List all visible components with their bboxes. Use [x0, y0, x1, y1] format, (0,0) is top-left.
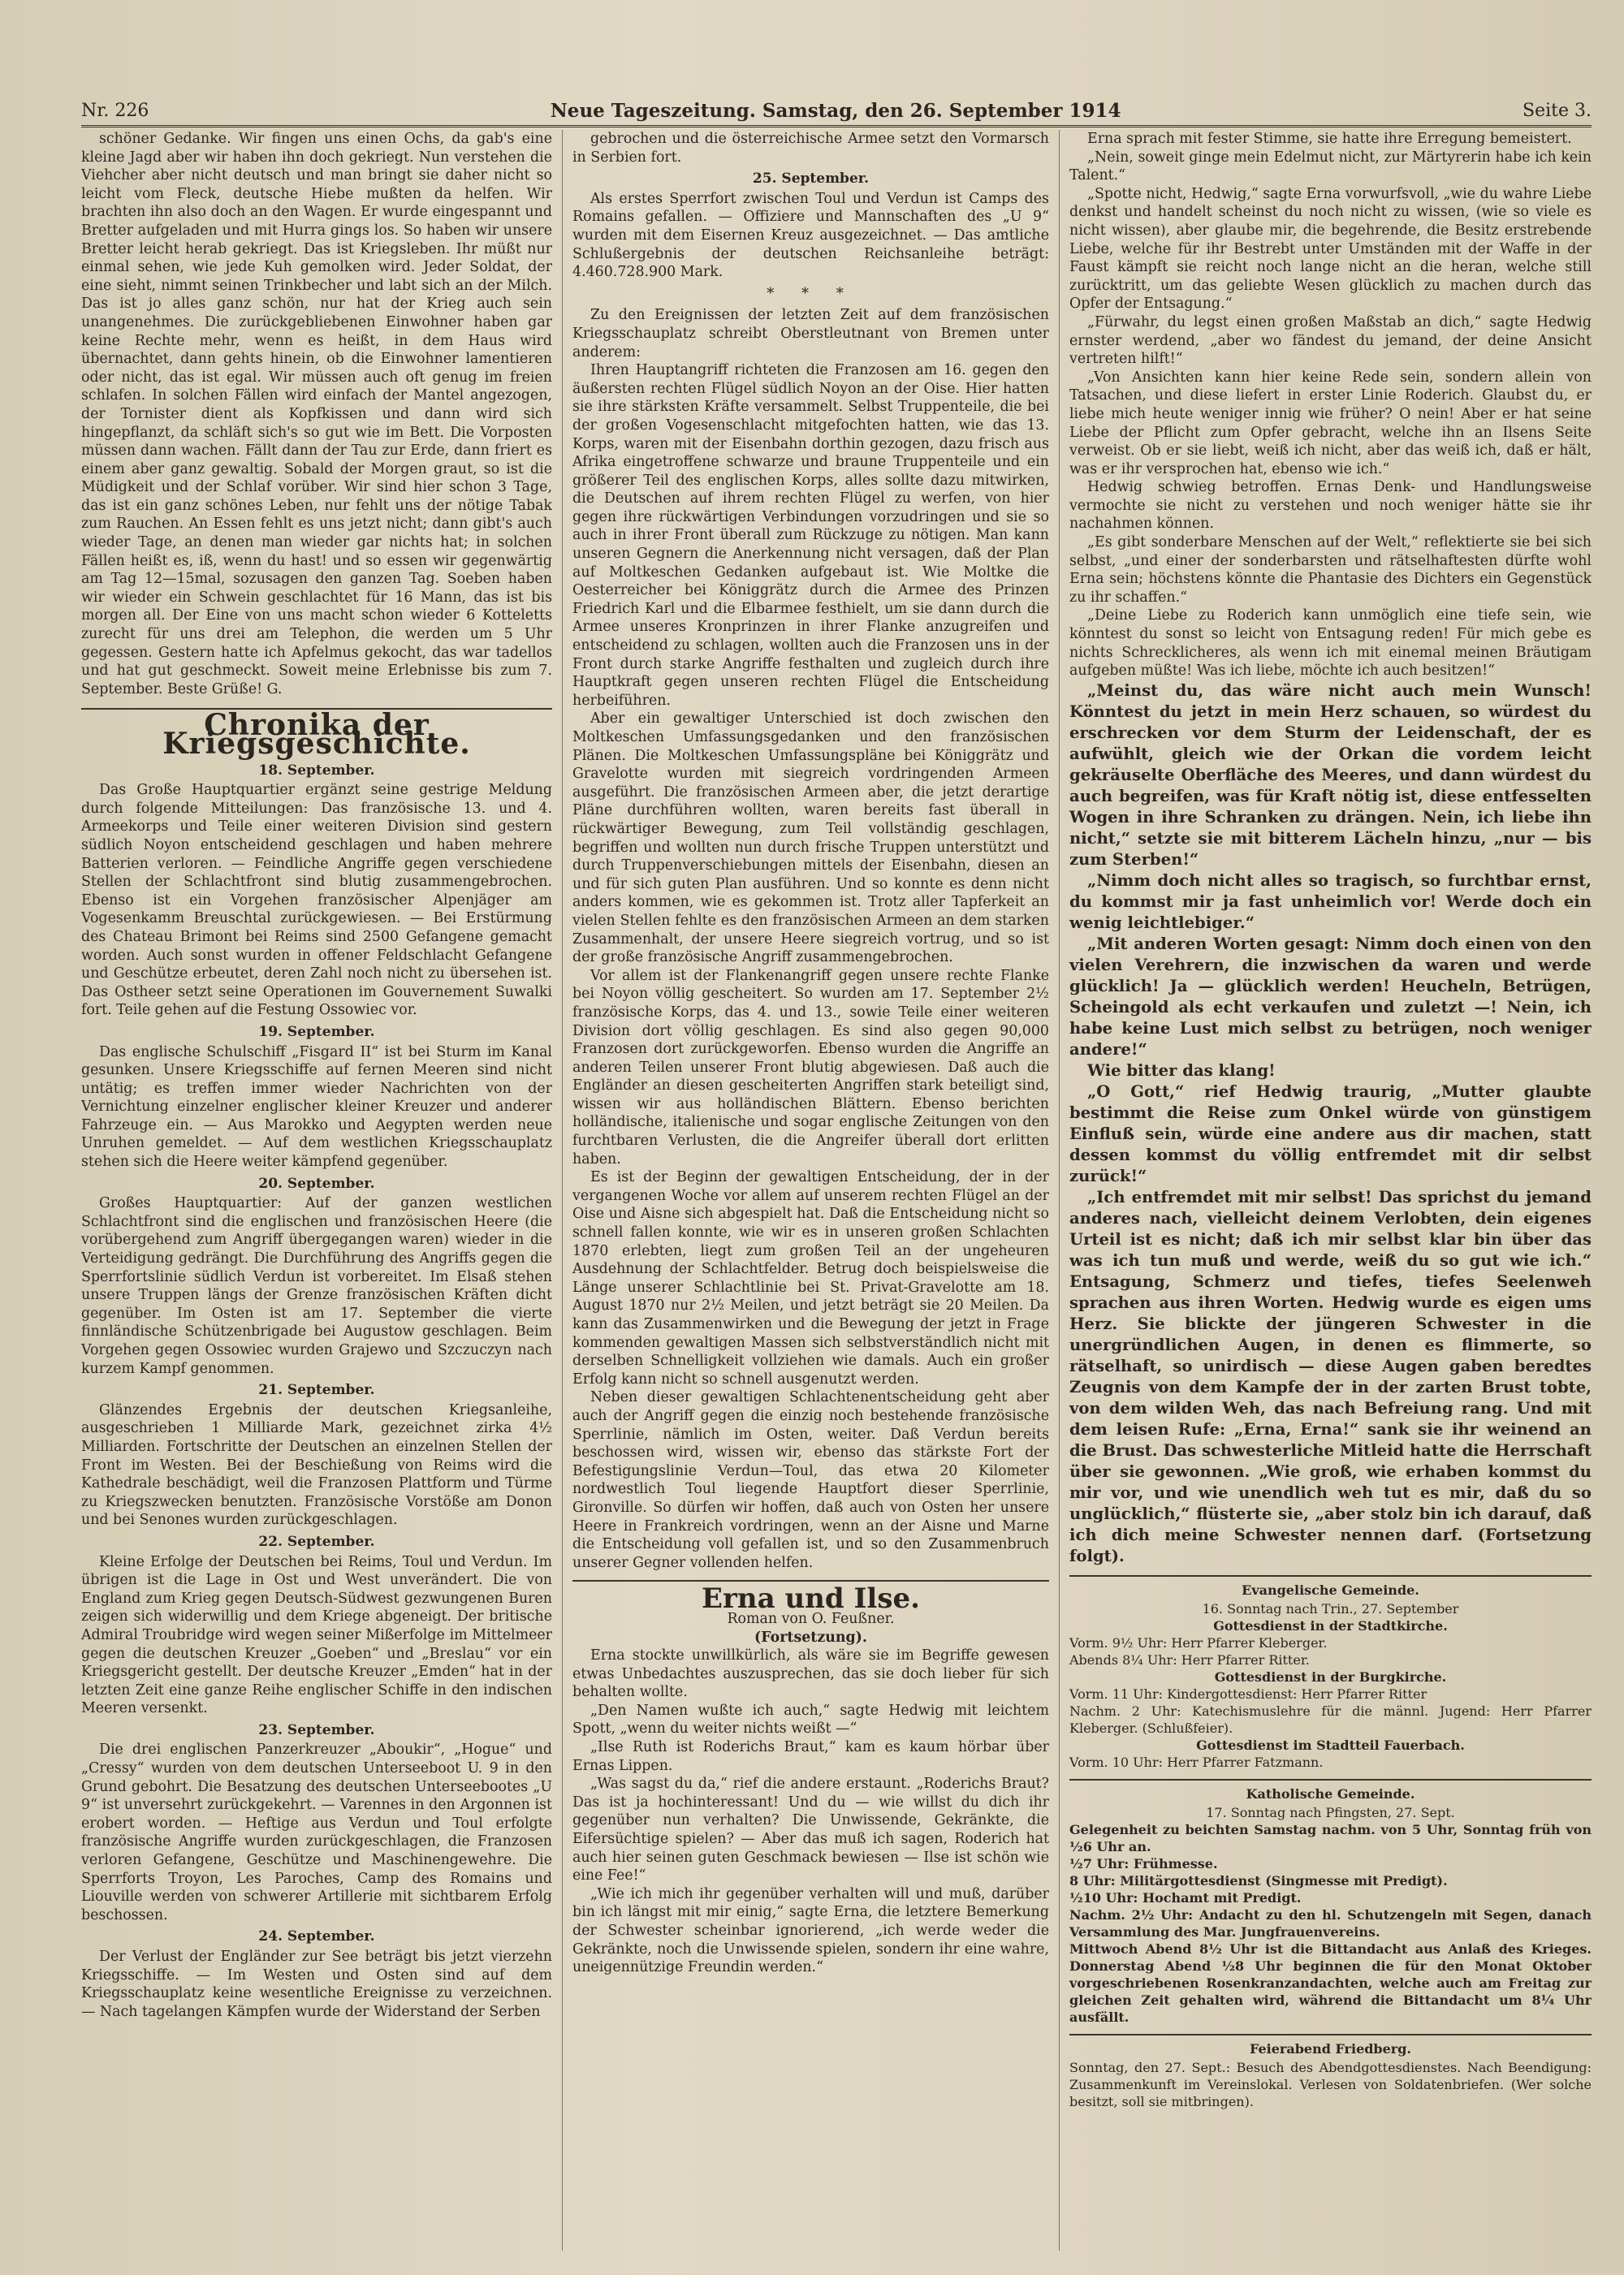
- notice-line: Nachm. 2 Uhr: Katechismuslehre für die männl. Jugend: Herr Pfarrer Kleberger. (Schlußfeier).: [1069, 1703, 1592, 1736]
- notice-title: Feierabend Friedberg.: [1069, 2034, 1592, 2057]
- novel-paragraph: Hedwig schwieg betroffen. Ernas Denk- und Handlungsweise vermochte sie nicht zu verstehen und noch weniger hätte sie ihr nachahmen können.: [1069, 479, 1592, 533]
- novel-paragraph: „Ilse Ruth ist Roderichs Braut,“ kam es kaum hörbar über Ernas Lippen.: [572, 1739, 1049, 1774]
- entry-date: 21. September.: [258, 1382, 375, 1399]
- article-paragraph: Zu den Ereignissen der letzten Zeit auf dem französischen Kriegsschauplatz schreibt Oberstleutnant von Bremen unter anderem:: [572, 307, 1049, 360]
- novel-continuation: (Fortsetzung).: [754, 1629, 867, 1646]
- entry-date: 25. September.: [752, 171, 870, 188]
- notice-line: Nachm. 2½ Uhr: Andacht zu den hl. Schutzengeln mit Segen, danach Versammlung des Mar. Jungfrauenvereins.: [1069, 1906, 1592, 1940]
- article-paragraph: Aber ein gewaltiger Unterschied ist doch zwischen den Moltkeschen Umfassungsgedanken und den französischen Plänen. Die Moltkeschen Umfassungspläne bei Königgrätz und Gravelotte wurden mit siegreich vordringenden Armeen ausgeführt. Die französischen Armeen aber, die jetzt derartige Pläne durchführen wollten, waren bereits fast überall in rückwärtiger Bewegung, zum Teil vollständig geschlagen, begriffen und wollten nun durch frische Truppen unterstützt und durch Truppenverschiebungen mittels der Eisenbahn, diesen an und für sich guten Plan ausführen. Und so konnte es denn nicht anders kommen, wie es gekommen ist. Trotz aller Tapferkeit an vielen Stellen fehlte es den französischen Armeen an dem starken Zusammenhalt, der unsere Heere siegreich vortrug, und so ist der große französische Angriff zusammengebrochen.: [572, 710, 1049, 966]
- novel-bold-section: [1069, 680, 1592, 1567]
- column-2: [562, 130, 1049, 2251]
- catholic-notice: [1069, 1779, 1592, 2026]
- column-3: [1059, 130, 1592, 2251]
- entry-date: 22. September.: [258, 1533, 375, 1550]
- novel-paragraph: „Nimm doch nicht alles so tragisch, so furchtbar ernst, du kommst mir ja fast unheimlich vor! Werde doch ein wenig leichtlebiger.“: [1069, 870, 1592, 932]
- novel-paragraph: „Fürwahr, du legst einen großen Maßstab an dich,“ sagte Hedwig ernster werdend, „aber wo fändest du jemand, der deine Ansicht vertreten hilft!“: [1069, 313, 1592, 368]
- novel-paragraph: „Nein, soweit ginge mein Edelmut nicht, zur Märtyrerin habe ich kein Talent.“: [1069, 149, 1592, 184]
- soldier-letter: schöner Gedanke. Wir fingen uns einen Ochs, da gab's eine kleine Jagd aber wir haben ihn doch gekriegt. Nun verstehen die Viehcher aber nicht deutsch und man bringt sie daher nicht so leicht vom Fleck, deutsche Hiebe mußten da helfen. Wir brachten ihn also doch an den Wagen. Er wurde eingespannt und Bretter aufgeladen und mit Hurra gings los. So haben wir unsere Bretter leicht herab gekriegt. Das ist Kriegsleben. Ihr müßt nur einmal sehen, wie jede Kuh gemolken wird. Jeder Soldat, der eine sieht, nimmt seinen Trinkbecher und labt sich an der Milch. Das ist jo alles ganz schön, nur hat der Krieg auch sein unangenehmes. Die zurückgebliebenen Einwohner haben gar keine Rechte mehr, wenn es heißt, in dem Haus wird übernachtet, dann gehts hinein, ob die Einwohner lamentieren oder nicht, das ist egal. Wir müssen auch oft genug im freien schlafen. In solchen Fällen wird einfach der Mantel angezogen, der Tornister dient als Kopfkissen und dann wird sich hingepflanzt, da schläft sich's so gut wie im Bett. Die Vorposten müssen dann wachen. Fällt dann der Tau zur Erde, dann friert es einem aber ganz gewaltig. Sobald der Morgen graut, so ist die Müdigkeit und der Schlaf vorüber. Wir sind hier schon 3 Tage, das ist ein ganz schönes Leben, nur fehlt uns der nötige Tabak zum Rauchen. An Essen fehlt es uns jetzt nicht; dann gibt's auch wieder Tage, an denen man wieder gar nichts hat; in solchen Fällen heißt es, iß, wenn du hast! und so essen wir gegenwärtig am Tag 12—15mal, sozusagen den ganzen Tag. Soeben haben wir wieder ein Schwein geschlachtet für 16 Mann, das ist bis morgen all. Der Eine von uns macht schon wieder 6 Kotteletts zurecht für uns drei am Telephon, die werden um 5 Uhr gegessen. Gestern hatte ich Apfelmus gekocht, das war tadellos und hat gut geschmeckt. Soweit meine Erlebnisse bis zum 7. September. Beste Grüße! G.: [81, 131, 552, 697]
- article-paragraph: Neben dieser gewaltigen Schlachtenentscheidung geht aber auch der Angriff gegen die einzig noch bestehende französische Sperrlinie, nämlich im Osten, weiter. Daß Verdun bereits beschossen wird, wissen wir, ebenso das stärkste Fort der Befestigungslinie Verdun—Toul, das etwa 20 Kilometer nordwestlich Toul liegende Hauptfort dieser Sperrlinie, Gironville. So dürfen wir hoffen, daß auch von Osten her unsere Heere in Frankreich vordringen, wenn an der Aisne und Marne die Entscheidung voll gefallen ist, und so den Zusammenbruch unserer Gegner vollenden helfen.: [572, 1389, 1049, 1571]
- novel-paragraph: „Ich entfremdet mit mir selbst! Das sprichst du jemand anderes nach, vielleicht deinem Verlobten, dein eigenes Urteil ist es nicht; daß ich mir selbst klar bin über das was ich tun muß und werde, weiß du so gut wie ich.“ Entsagung, Schmerz und tiefes, tiefes Seelenweh sprachen aus ihren Worten. Hedwig wurde es eigen ums Herz. Sie blickte der jüngeren Schwester in die unergründlichen Augen, in denen es flimmerte, so rätselhaft, so unirdisch — diese Augen gaben beredtes Zeugnis von dem Kampfe der in der zarten Brust tobte, von dem wilden Weh, das nach Befreiung rang. Und mit dem leisen Rufe: „Erna, Erna!“ sank sie ihr weinend an die Brust. Das schwesterliche Mitleid hatte die Herrschaft über sie gewonnen. „Wie groß, wie erhaben kommst du mir vor, und wie unendlich weh tut es mir, daß du so unglücklich,“ flüsterte sie, „aber stolz bin ich darauf, daß ich dich meine Schwester nennen darf. (Fortsetzung folgt).: [1069, 1187, 1592, 1565]
- newspaper-title-date: Neue Tageszeitung. Samstag, den 26. September 1914: [550, 99, 1121, 122]
- article-paragraph: Ihren Hauptangriff richteten die Franzosen am 16. gegen den äußersten rechten Flügel südlich Noyon an der Oise. Hier hatten sie ihre stärksten Kräfte versammelt. Selbst Truppenteile, die bei der großen Vogesenschlacht mitgefochten hatten, wie das 13. Korps, waren mit der Eisenbahn dorthin gezogen, dazu frisch aus Afrika eingetroffene schwarze und braune Truppenteile und ein größerer Teil des englischen Korps, alles sollte dazu mitwirken, die Deutschen auf ihrem rechten Flügel zu werfen, von hier gegen ihre rückwärtigen Verbindungen vorzudringen und sie so auch in ihrer Front überall zum Rückzuge zu nötigen. Man kann unseren Gegnern die Anerkennung nicht versagen, daß der Plan auf Moltkeschen Gedanken aufgebaut ist. Wie Moltke die Oesterreicher bei Königgrätz durch die Armee des Prinzen Friedrich Karl und die Elbarmee festhielt, um sie dann durch die Armee unseres Kronprinzen in ihrer Flanke anzugreifen und entscheidend zu schlagen, wollten auch die Franzosen uns in der Front durch starke Angriffe festhalten und zugleich durch ihre Hauptkraft gegen unseren rechten Flügel die Entscheidung herbeiführen.: [572, 362, 1049, 709]
- novel-paragraph: Erna sprach mit fester Stimme, sie hatte ihre Erregung bemeistert.: [1087, 131, 1572, 147]
- notice-line: Mittwoch Abend 8½ Uhr ist die Bittandacht aus Anlaß des Krieges. Donnerstag Abend ½8 Uhr beginnen die für den Monat Oktober vorgeschriebenen Rosenkranzandachten, welche auch am Freitag zur gleichen Zeit gehalten wird, während die Bittandacht um 8¼ Uhr ausfällt.: [1069, 1940, 1592, 2025]
- novel-paragraph: „Den Namen wußte ich auch,“ sagte Hedwig mit leichtem Spott, „wenn du weiter nichts weißt —“: [572, 1702, 1049, 1738]
- entry-text: Das Große Hauptquartier ergänzt seine gestrige Meldung durch folgende Mitteilungen: Das französische 13. und 4. Armeekorps und Teile einer weiteren Division sind gestern südlich Noyon entscheidend geschlagen und haben mehrere Batterien verloren. — Feindliche Angriffe gegen verschiedene Stellen der Schlachtfront sind blutig zusammengebrochen. Ebenso ist ein Vorgehen französischer Alpenjäger am Vogesenkamm Breuschtal zurückgewiesen. — Bei Erstürmung des Chateau Brimont bei Reims sind 2500 Gefangene gemacht worden. Auch sonst wurden in offener Feldschlacht Gefangene und Geschütze erbeutet, deren Zahl noch nicht zu übersehen ist. Das Ostheer setzt seine Operationen im Gouvernement Suwalki fort. Teile gehen auf die Festung Ossowiec vor.: [81, 782, 552, 1019]
- chronik-title: Chronika der Kriegsgeschichte.: [81, 708, 552, 753]
- entry-date: 20. September.: [258, 1175, 375, 1192]
- notice-line: ½10 Uhr: Hochamt mit Predigt.: [1069, 1889, 1302, 1906]
- notice-line: Vorm. 10 Uhr: Herr Pfarrer Fatzmann.: [1069, 1754, 1324, 1770]
- page-number: Nr. 226: [81, 100, 149, 121]
- novel-paragraph: „O Gott,“ rief Hedwig traurig, „Mutter glaubte bestimmt die Reise zum Onkel würde von günstigem Einfluß sein, würde eine andere aus dir machen, statt dessen kommst du völlig entfremdet mit dir selbst zurück!“: [1069, 1081, 1592, 1185]
- masthead: [81, 96, 1592, 127]
- entry-text: Glänzendes Ergebnis der deutschen Kriegsanleihe, ausgeschrieben 1 Milliarde Mark, gezeichnet zirka 4½ Milliarden. Fortschritte der Deutschen an einzelnen Stellen der Front im Westen. Bei der Beschießung von Reims wird die Kathedrale beschädigt, weil die Franzosen Plattform und Türme zu Kriegszwecken benutzten. Französische Vorstöße am Donon und bei Senones wurden zurückgeschlagen.: [81, 1401, 552, 1529]
- entry-text: Die drei englischen Panzerkreuzer „Aboukir“, „Hogue“ und „Cressy“ wurden von dem deutschen Unterseeboot U. 9 in den Grund gebohrt. Die Besatzung des deutschen Unterseebootes „U 9“ ist unversehrt zurückgekehrt. — Varennes in den Argonnen ist erobert worden. — Heftige aus Verdun und Toul erfolgte französische Angriffe wurden zurückgeschlagen, die Franzosen verloren Gefangene, Geschütze und Maschinengewehre. Die Sperrforts Troyon, Les Paroches, Camp des Romains und Liouville werden von schwerer Artillerie mit sichtbarem Erfolg beschossen.: [81, 1742, 552, 1923]
- notice-line: Vorm. 11 Uhr: Kindergottesdienst: Herr Pfarrer Ritter: [1069, 1686, 1427, 1702]
- novel-paragraph: „Es gibt sonderbare Menschen auf der Welt,“ reflektierte sie bei sich selbst, „und einer der sonderbarsten und rätselhaftesten dürfte wohl Erna sein; höchstens könnte die Phantasie des Dichters ein Gegenstück zu ihr schaffen.“: [1069, 534, 1592, 606]
- entry-text: Als erstes Sperrfort zwischen Toul und Verdun ist Camps des Romains gefallen. — Offiziere und Mannschaften des „U 9“ wurden mit dem Eisernen Kreuz ausgezeichnet. — Das amtliche Schlußergebnis der deutschen Reichsanleihe beträgt: 4.460.728.900 Mark.: [572, 190, 1049, 281]
- entry-text: Großes Hauptquartier: Auf der ganzen westlichen Schlachtfront sind die englischen und französischen Heere (die vorübergehend zum Angriff übergegangen waren) wieder in die Verteidigung gedrängt. Die Durchführung des Angriffs gegen die Sperrfortslinie südlich Verdun ist vorbereitet. Im Elsaß stehen unsere Truppen längs der Grenze französischen Kräften dicht gegenüber. Im Osten ist am 17. September die vierte finnländische Schützenbrigade bei Augustow geschlagen. Beim Vorgehen gegen Ossowiec wurden Grajewo und Szczuczyn nach kurzem Kampf genommen.: [81, 1195, 552, 1377]
- entry-text: Kleine Erfolge der Deutschen bei Reims, Toul und Verdun. Im übrigen ist die Lage in Ost und West unverändert. Die von England zum Krieg gegen Deutsch-Südwest gezwungenen Buren zeigen sich widerwillig und dem Kriege abgeneigt. Der britische Admiral Troubridge wird wegen seiner Mißerfolge im Mittelmeer gegen die deutschen Kreuzer „Goeben“ und „Breslau“ vor ein Kriegsgericht gestellt. Der deutsche Kreuzer „Emden“ hat in der letzten Zeit eine ganze Reihe englischer Schiffe in den indischen Meeren versenkt.: [81, 1553, 552, 1717]
- novel-paragraph: Erna stockte unwillkürlich, als wäre sie im Begriffe gewesen etwas Unbedachtes auszusprechen, das sie doch lieber für sich behalten wollte.: [572, 1647, 1049, 1701]
- notice-line: 8 Uhr: Militärgottesdienst (Singmesse mit Predigt).: [1069, 1872, 1448, 1889]
- novel-paragraph: Wie bitter das klang!: [1087, 1060, 1276, 1080]
- novel-title: Erna und Ilse.: [572, 1580, 1049, 1608]
- notice-church: Gottesdienst in der Burgkirche.: [1214, 1668, 1447, 1685]
- entry-text: Der Verlust der Engländer zur See beträgt bis jetzt vierzehn Kriegsschiffe. — Im Westen und Osten sind auf dem Kriegsschauplatz keine wesentliche Ereignisse zu verzeichnen. — Nach tagelangen Kämpfen wurde der Widerstand der Serben: [81, 1949, 552, 2020]
- entry-date: 19. September.: [258, 1023, 375, 1040]
- entry-text: Das englische Schulschiff „Fisgard II“ ist bei Sturm im Kanal gesunken. Unsere Kriegsschiffe auf fernen Meeren sind nicht untätig; es treffen immer wieder Nachrichten von der Vernichtung einzelner englischer kleiner Kreuzer und anderer Fahrzeuge ein. — Aus Marokko und Aegypten werden neue Unruhen gemeldet. — Auf dem westlichen Kriegsschauplatz stehen sich die Heere weiter kämpfend gegenüber.: [81, 1043, 552, 1171]
- section-separator: * * *: [767, 284, 855, 302]
- novel-paragraph: „Was sagst du da,“ rief die andere erstaunt. „Roderichs Braut? Das ist ja hochinteressant! Und du — wie willst du dich ihr gegenüber nun verhalten? Die Unwissende, Gekränkte, die Eifersüchtige spielen? — Aber das muß ich sagen, Roderich hat auch hier seinen guten Geschmack bewiesen — Ilse ist schön wie eine Fee!“: [572, 1776, 1049, 1884]
- article-paragraph: Es ist der Beginn der gewaltigen Entscheidung, der in der vergangenen Woche vor allem auf unserem rechten Flügel an der Oise und Aisne sich abgespielt hat. Daß die Entscheidung nicht so schnell fallen konnte, wie wir es in unseren großen Schlachten 1870 erlebten, liegt zum großen Teil an der ungeheuren Ausdehnung der Schlachtfelder. Betrug doch beispielsweise die Länge unserer Schlachtlinie bei St. Privat-Gravelotte am 18. August 1870 nur 2½ Meilen, und jetzt beträgt sie 20 Meilen. Da kann das Zusammenwirken und die Bewegung der jetzt in Frage kommenden gewaltigen Massen sich selbstverständlich nicht mit derselben Schnelligkeit vollziehen wie damals. Auch ein großer Erfolg kann nicht so schnell ausgenutzt werden.: [572, 1169, 1049, 1388]
- notice-title: Evangelische Gemeinde.: [1069, 1575, 1592, 1599]
- notice-title: Katholische Gemeinde.: [1069, 1779, 1592, 1802]
- entry-date: 18. September.: [258, 762, 375, 779]
- novel-author: Roman von O. Feußner.: [727, 1610, 895, 1627]
- notice-church: Gottesdienst im Stadtteil Fauerbach.: [1196, 1737, 1465, 1753]
- feierabend-notice: [1069, 2034, 1592, 2110]
- article-paragraph: Vor allem ist der Flankenangriff gegen unsere rechte Flanke bei Noyon völlig gescheitert. So wurden am 17. September 2½ französische Korps, das 4. und 13., sowie Teile einer weiteren Division dort völlig geschlagen. Es sind also gegen 90,000 Franzosen dort zurückgeworfen. Ebenso wurden die Angriffe an anderen Teilen unserer Front blutig abgewiesen. Daß auch die Engländer an diesen gescheiterten Angriffen stark beteiligt sind, wissen wir aus holländischen Blättern. Ebenso berichten holländische, italienische und sogar englische Zeitungen von den furchtbaren Verlusten, die die Angreifer überall dort erlitten haben.: [572, 967, 1049, 1168]
- column-1: [81, 130, 552, 2251]
- novel-paragraph: „Wie ich mich ihr gegenüber verhalten will und muß, darüber bin ich längst mit mir einig,“ sagte Erna, die letztere Bemerkung der Schwester scheinbar ignorierend, „ich werde weder die Gekränkte, noch die Unwissende spielen, sondern ihr eine wahre, uneigennützige Freundin werden.“: [572, 1885, 1049, 1976]
- novel-paragraph: „Deine Liebe zu Roderich kann unmöglich eine tiefe sein, wie könntest du sonst so leicht von Entsagung reden! Für mich gebe es nichts Schrecklicheres, als wenn ich mit einemal meinen Bräutigam aufgeben müßte! Was ich liebe, möchte ich auch besitzen!“: [1069, 607, 1592, 680]
- notice-line: Gelegenheit zu beichten Samstag nachm. von 5 Uhr, Sonntag früh von ½6 Uhr an.: [1069, 1821, 1592, 1854]
- notice-church: Gottesdienst in der Stadtkirche.: [1213, 1617, 1448, 1634]
- entry-date: 23. September.: [258, 1721, 375, 1738]
- notice-sunday: 17. Sonntag nach Pfingsten, 27. Sept.: [1206, 1804, 1455, 1820]
- notice-sunday: 16. Sonntag nach Trin., 27. September: [1202, 1600, 1459, 1617]
- entry-date: 24. September.: [258, 1928, 375, 1945]
- novel-paragraph: „Von Ansichten kann hier keine Rede sein, sondern allein von Tatsachen, und diese liefert in erster Linie Roderich. Glaubst du, er liebe mich heute weniger innig wie früher? O nein! Aber er hat seine Liebe der Pflicht zum Opfer gebracht, welche ihn an Ilsens Seite verweist. Ob er sie liebt, weiß ich nicht, aber das weiß ich, daß er hält, was er ihr versprochen hat, ebenso wie ich.“: [1069, 369, 1592, 477]
- novel-paragraph: „Mit anderen Worten gesagt: Nimm doch einen von den vielen Verehrern, die inzwischen da waren und werde glücklich! Ja — glücklich werden! Heucheln, Betrügen, Scheingold als echt verkaufen und zuletzt —! Nein, ich habe keine Lust mich selbst zu betrügen, noch weniger andere!“: [1069, 934, 1592, 1059]
- page-label: Seite 3.: [1522, 100, 1592, 121]
- notice-line: ½7 Uhr: Frühmesse.: [1069, 1855, 1218, 1871]
- novel-paragraph: „Meinst du, das wäre nicht auch mein Wunsch! Könntest du jetzt in mein Herz schauen, so würdest du erschrecken vor dem Sturm der Leidenschaft, der es aufwühlt, gleich wie der Orkan die vordem leicht gekräuselte Oberfläche des Meeres, und dann würdest du auch begreifen, was für Kraft nötig ist, diese entfesselten Wogen in ihre Schranken zu drängen. Nein, ich liebe ihn nicht,“ setzte sie mit bitterem Lächeln hinzu, „nur — bis zum Sterben!“: [1069, 680, 1592, 869]
- notice-line: Vorm. 9½ Uhr: Herr Pfarrer Kleberger.: [1069, 1634, 1328, 1651]
- notice-line: Abends 8¼ Uhr: Herr Pfarrer Ritter.: [1069, 1651, 1310, 1668]
- novel-paragraph: „Spotte nicht, Hedwig,“ sagte Erna vorwurfsvoll, „wie du wahre Liebe denkst und handelt scheinst du noch nicht zu wissen, (wie so viele es nicht wissen), aber glaube mir, die begehrende, die Besitz erstrebende Liebe, welche für ihr Bestrebt unter Umständen mit der Waffe in der Faust kämpft sie reicht noch lange nicht an die heran, welche still zurücktritt, um das geliebte Wesen glücklich zu machen durch das Opfer der Entsagung.“: [1069, 185, 1592, 313]
- evangelical-notice: [1069, 1575, 1592, 1771]
- entry-continuation: gebrochen und die österreichische Armee setzt den Vormarsch in Serbien fort.: [572, 131, 1049, 166]
- notice-line: Sonntag, den 27. Sept.: Besuch des Abendgottesdienstes. Nach Beendigung: Zusammenkunft im Vereinslokal. Verlesen von Soldatenbriefen. (Wer solche besitzt, soll sie mitbringen).: [1069, 2059, 1592, 2109]
